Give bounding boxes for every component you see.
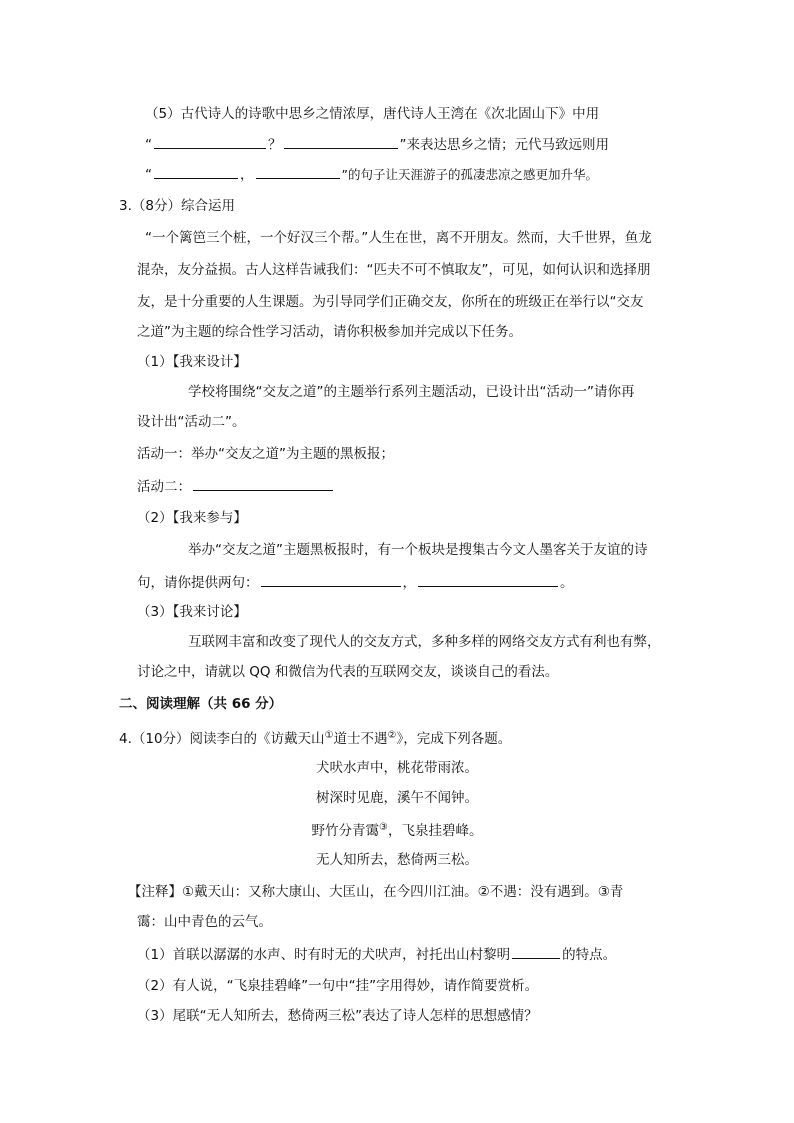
q3-sub3-line2: 讨论之中，请就以 QQ 和微信为代表的互联网交友，谈谈自己的看法。: [137, 664, 559, 680]
q2-5-line2: [145, 134, 609, 155]
footnote-marker: ③: [379, 822, 388, 833]
answer-blank[interactable]: [256, 164, 340, 179]
q3-para-line1: “一个篱笆三个桩，一个好汉三个帮。”人生在世，离不开朋友。然而，大千世界，鱼龙: [145, 230, 652, 246]
q4-sub1-text: 的特点。: [562, 947, 617, 963]
q3-para-line2: 混杂，友分益损。古人这样告诫我们：“匹夫不可不慎取友”，可见，如何认识和选择朋: [137, 262, 651, 278]
notes-line2: 霭：山中青色的云气。: [137, 914, 272, 930]
q3-sub2-line2: [137, 572, 574, 593]
comma: ，: [402, 575, 416, 591]
q4-sub1: [137, 944, 616, 965]
notes-line1: 【注释】①戴天山：又称大康山、大匡山，在今四川江油。②不遇：没有遇到。③青: [128, 884, 624, 900]
q3-sub2-line1: 举办“交友之道”主题黑板报时，有一个板块是搜集古今文人墨客关于友谊的诗: [188, 542, 648, 558]
activity-two-label: 活动二：: [137, 479, 191, 495]
footnote-marker: ①: [324, 730, 334, 741]
quote-open: “: [145, 167, 152, 183]
quote-open: “: [145, 137, 152, 153]
q2-5-line3: [145, 164, 598, 185]
poem-line-3: [0, 818, 794, 841]
poem-line-4: 无人知所去，愁倚两三松。: [316, 852, 478, 868]
answer-blank[interactable]: [418, 572, 558, 587]
poem-line-2: 树深时见鹿，溪午不闻钟。: [316, 790, 478, 806]
q3-para-line4: 之道”为主题的综合性学习活动，请你积极参加并完成以下任务。: [137, 324, 522, 340]
answer-blank[interactable]: [261, 572, 401, 587]
q4-title-part: 》，完成下列各题。: [396, 731, 512, 747]
activity-two: [137, 476, 335, 497]
activity-one: 活动一：举办“交友之道”为主题的黑板报；: [137, 446, 394, 462]
comma: ，: [240, 167, 254, 183]
q3-sub3-line1: 互联网丰富和改变了现代人的交友方式，多种多样的网络交友方式有利也有弊，: [188, 634, 661, 650]
sub2-prompt: 句，请你提供两句：: [137, 575, 259, 591]
q3-para-line3: 友，是十分重要的人生课题。为引导同学们正确交友，你所在的班级正在举行以“交友: [137, 294, 644, 310]
q3-sub1-title: （1）【我来设计】: [137, 354, 247, 370]
q4-sub3: （3）尾联“无人知所去，愁倚两三松”表达了诗人怎样的思想感情？: [137, 1008, 538, 1024]
period: 。: [560, 575, 574, 591]
answer-blank[interactable]: [154, 164, 238, 179]
q3-sub1-line1: 学校将围绕“交友之道”的主题举行系列主题活动，已设计出“活动一”请你再: [188, 384, 635, 400]
q3-sub3-title: （3）【我来讨论】: [137, 604, 247, 620]
poem-line-1: 犬吠水声中，桃花带雨浓。: [316, 760, 478, 776]
section-title: 二、阅读理解（共 66 分）: [119, 696, 283, 712]
line3-text: ”的句子让天涯游子的孤凄悲凉之感更加升华。: [341, 167, 598, 182]
q4-title-part: 4.（10分）阅读李白的《访戴天山: [119, 731, 325, 747]
q4-title: [119, 726, 511, 749]
answer-blank[interactable]: [512, 944, 560, 959]
line2-text: ”来表达思乡之情；元代马致远则用: [399, 137, 609, 153]
answer-blank[interactable]: [193, 476, 333, 491]
q2-5-line1: （5）古代诗人的诗歌中思乡之情浓厚，唐代诗人王湾在《次北固山下》中用: [145, 106, 600, 122]
q4-title-part: 道士不遇: [333, 731, 388, 747]
footnote-marker: ②: [387, 730, 397, 741]
q3-sub2-title: （2）【我来参与】: [137, 510, 247, 526]
q4-sub2: （2）有人说，“飞泉挂碧峰”一句中“挂”字用得妙，请作简要赏析。: [137, 978, 539, 994]
q3-title: 3.（8分）综合运用: [119, 198, 235, 214]
poem-text: ，飞泉挂碧峰。: [387, 823, 483, 839]
poem-text: 野竹分青霭: [311, 823, 380, 839]
question-mark: ？: [268, 137, 282, 153]
q3-sub1-line2: 设计出“活动二”。: [137, 414, 246, 430]
answer-blank[interactable]: [284, 134, 398, 149]
answer-blank[interactable]: [154, 134, 266, 149]
q4-sub1-text: （1）首联以潺潺的水声、时有时无的犬吠声，衬托出山村黎明: [137, 947, 511, 963]
